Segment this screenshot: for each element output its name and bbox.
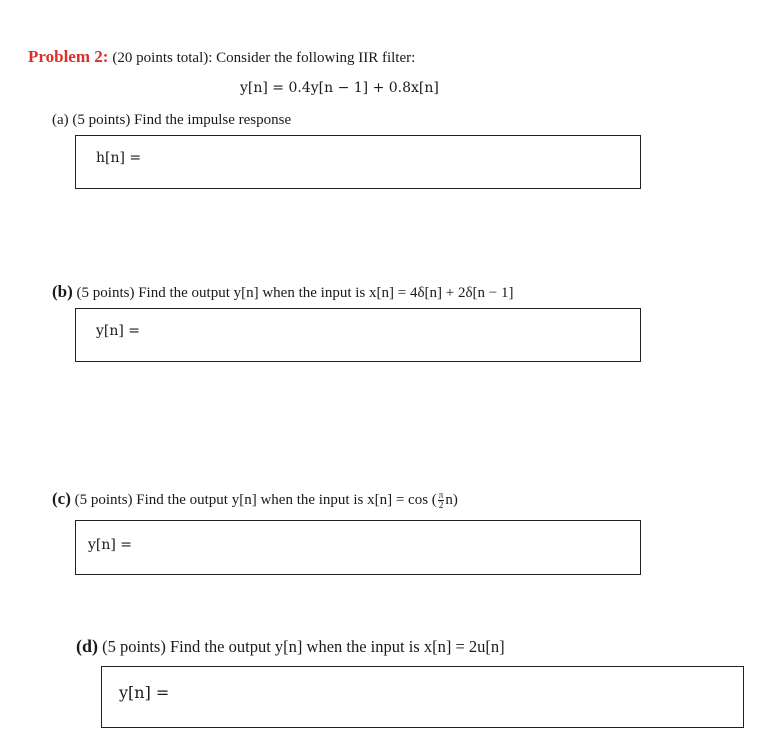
part-c-answer-label: y[n] = (88, 537, 133, 553)
part-c-letter: (c) (52, 489, 71, 508)
fraction-numerator: π (438, 490, 444, 501)
part-b-answer-label: y[n] = (96, 323, 141, 339)
pi-over-two-fraction (438, 491, 445, 510)
part-d-question: (5 points) Find the output y[n] when the input is x[n] = 2u[n] (102, 637, 505, 656)
part-c-question-end: n) (445, 492, 458, 508)
part-c-question: (5 points) Find the output y[n] when the input is x[n] = cos ( (74, 492, 437, 508)
part-d-answer-label: y[n] = (119, 683, 170, 702)
part-b-text (52, 282, 514, 302)
problem-intro: (20 points total): Consider the following IIR filter: (112, 50, 416, 66)
part-a-text: (a) (5 points) Find the impulse response (52, 112, 292, 128)
problem-header (28, 47, 415, 67)
filter-equation: y[n] = 0.4y[n − 1] + 0.8x[n] (240, 80, 439, 96)
fraction-denominator: 2 (438, 500, 444, 511)
part-a-answer-label: h[n] = (96, 150, 142, 166)
part-c-text (52, 489, 458, 510)
part-c-answer-box[interactable] (75, 520, 641, 575)
part-b-answer-box[interactable] (75, 308, 641, 362)
problem-label: Problem 2: (28, 47, 109, 66)
part-a-answer-box[interactable] (75, 135, 641, 189)
part-b-question: (5 points) Find the output y[n] when the input is x[n] = 4δ[n] + 2δ[n − 1] (76, 285, 514, 301)
part-d-letter: (d) (76, 636, 98, 656)
part-d-answer-box[interactable] (101, 666, 744, 728)
part-b-letter: (b) (52, 282, 73, 301)
part-d-text (76, 636, 505, 657)
